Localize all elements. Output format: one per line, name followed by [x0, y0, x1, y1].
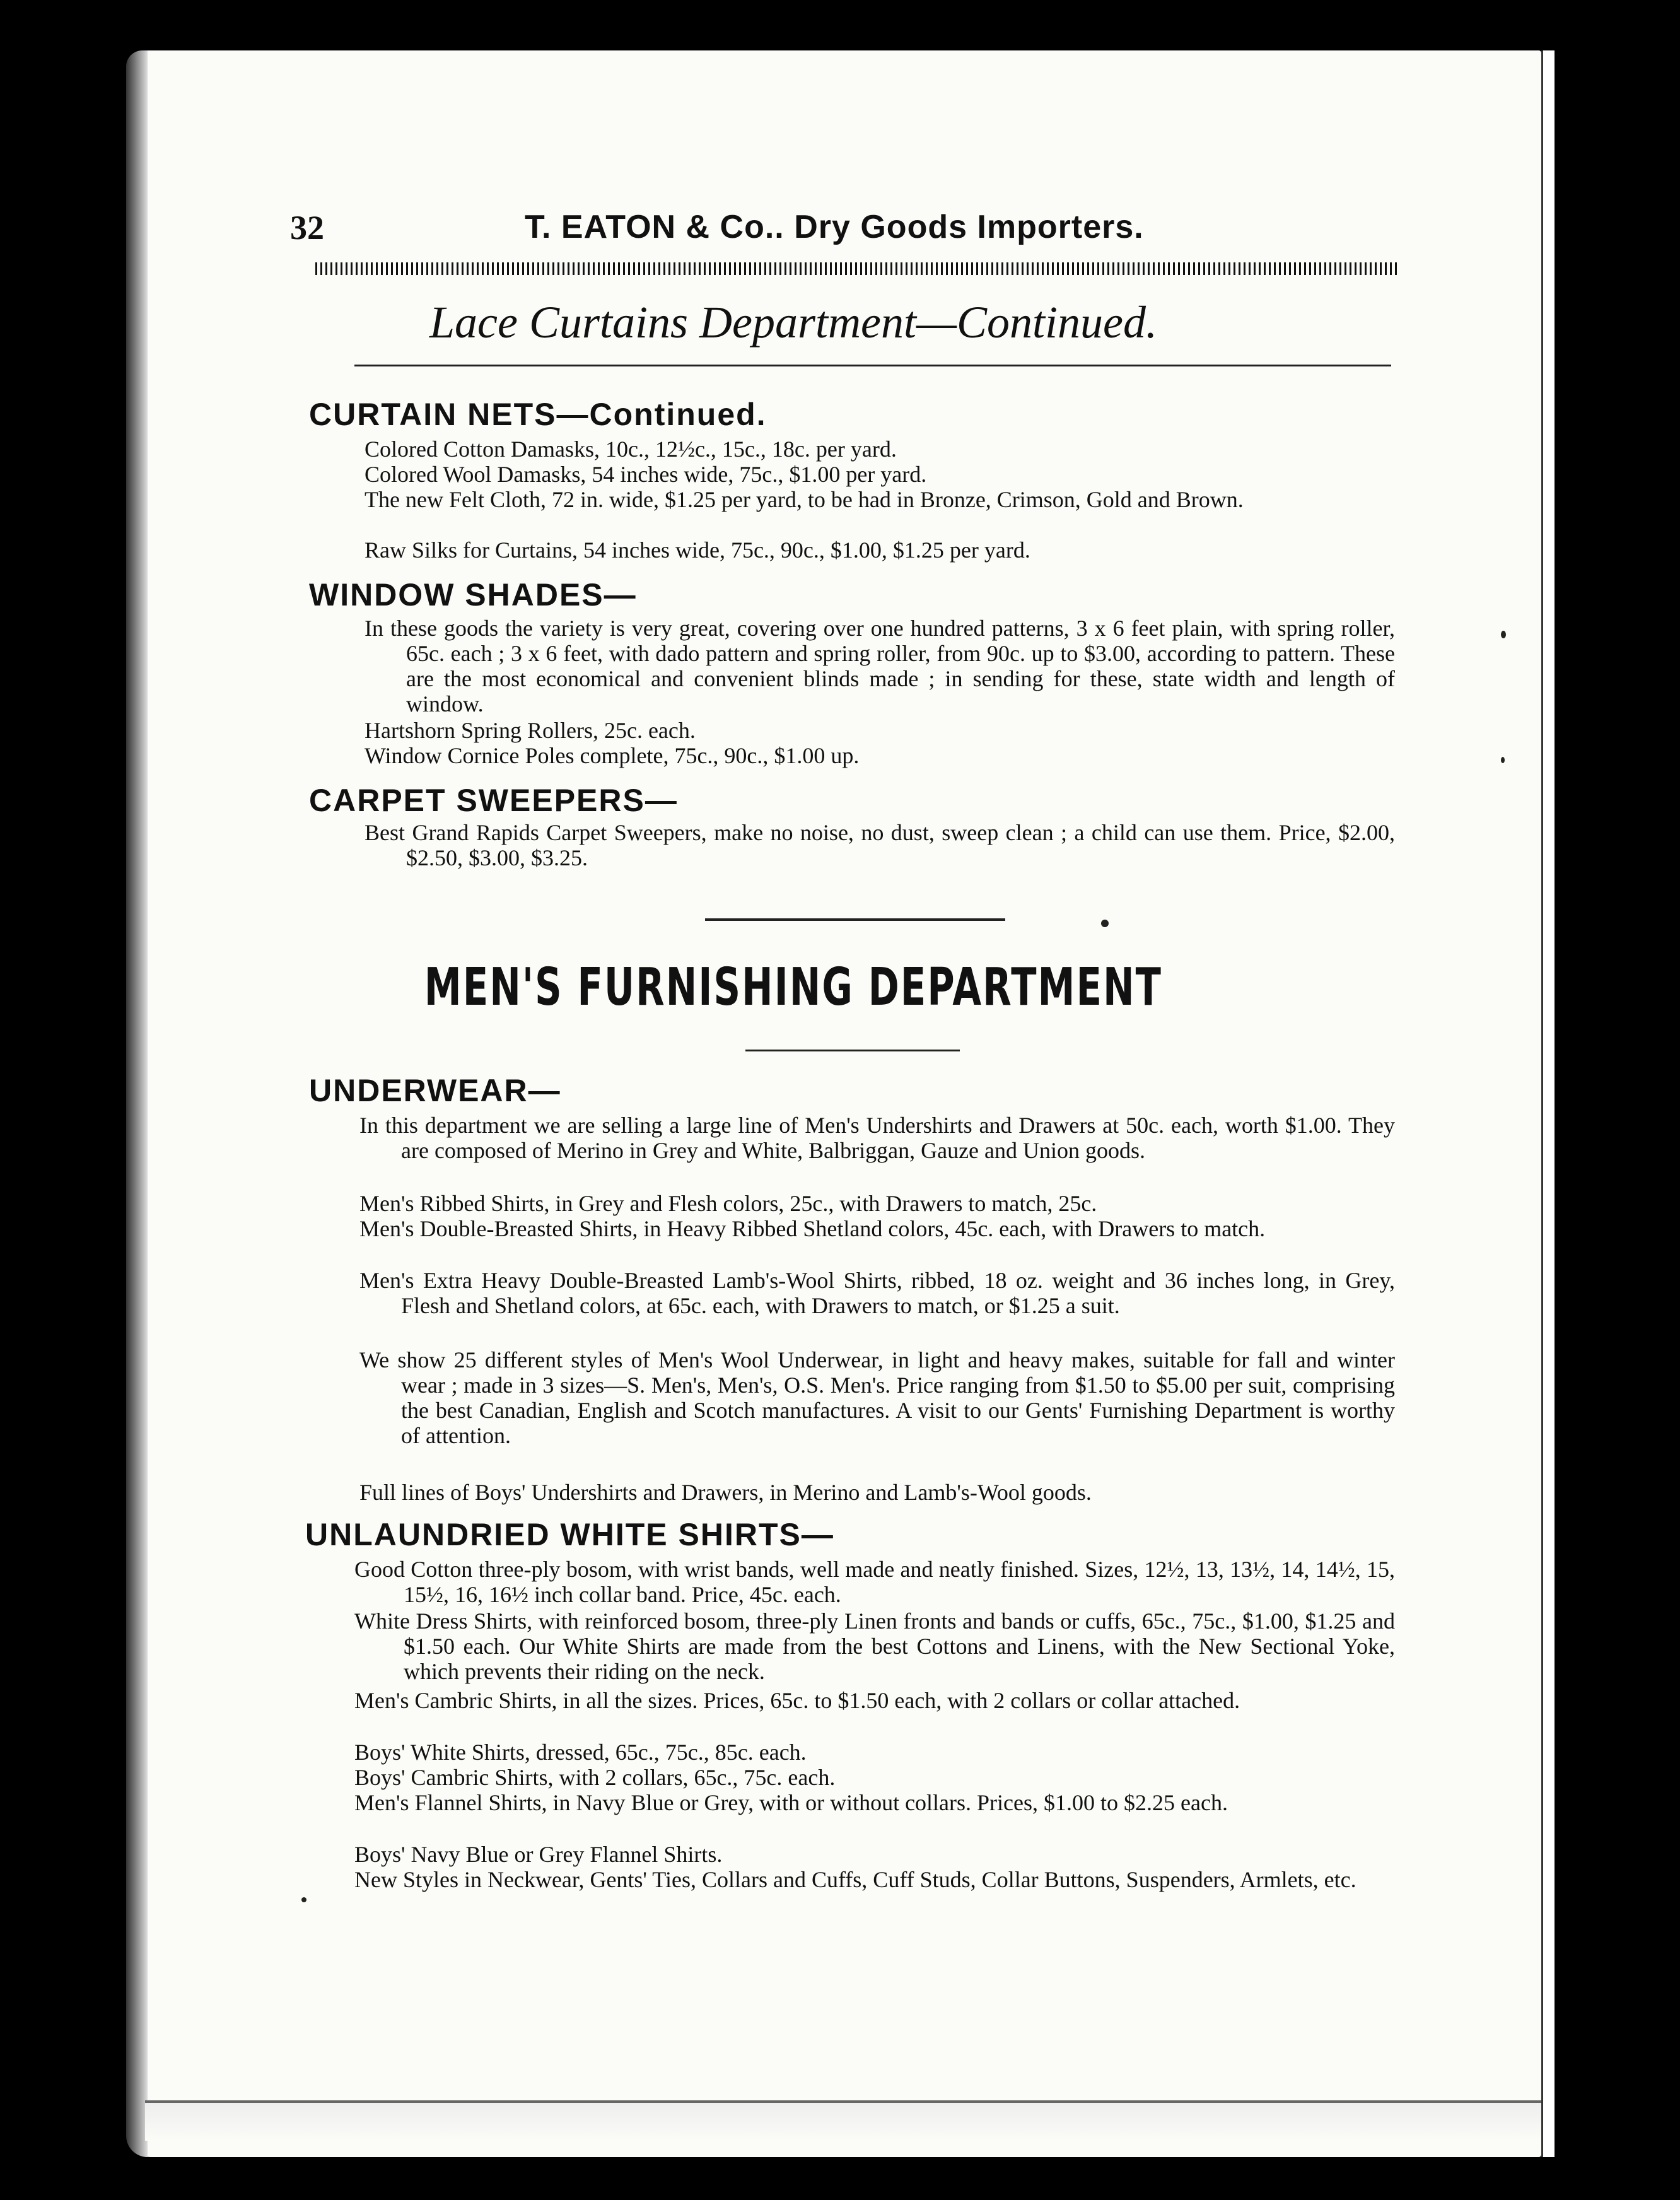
department-title-mens-furnishing: MEN'S FURNISHING DEPARTMENT [424, 957, 1163, 1017]
list-item: Colored Cotton Damasks, 10c., 12½c., 15c., 18c. per yard. [365, 436, 897, 462]
list-item: Raw Silks for Curtains, 54 inches wide, 75c., 90c., $1.00, $1.25 per yard. [365, 537, 1030, 563]
header-hatched-rule [315, 262, 1397, 275]
list-item-text: Good Cotton three-ply bosom, with wrist bands, well made and neatly finished. Sizes, 12½, 13, 13½, 14, 14½, 15, 15½, 16, 16½ inch collar band. Price, 45c. each. [354, 1557, 1395, 1607]
scan-speck [1501, 631, 1506, 638]
list-item: Boys' Navy Blue or Grey Flannel Shirts. [354, 1842, 723, 1867]
list-item [365, 487, 1395, 512]
heading-unlaundried-white-shirts: UNLAUNDRIED WHITE SHIRTS— [305, 1517, 834, 1552]
scan-speck [1501, 757, 1505, 763]
list-item-text: In these goods the variety is very great, covering over one hundred patterns, 3 x 6 feet plain, with spring roller, 65c. each ; 3 x 6 feet, with dado pattern and spring roller, from 90c. up to $3.00, according to pattern. These are the most economical and convenient blinds made ; in sending for these, state width and length of window. [365, 616, 1395, 717]
page-right-edge [1541, 50, 1555, 2157]
list-item-text: Men's Cambric Shirts, in all the sizes. Prices, 65c. to $1.50 each, with 2 collars or collar attached. [354, 1688, 1240, 1713]
list-item-text: In this department we are selling a large line of Men's Undershirts and Drawers at 50c. each, worth $1.00. They are composed of Merino in Grey and White, Balbriggan, Gauze and Union goods. [359, 1113, 1395, 1163]
section-title-lace-curtains: Lace Curtains Department—Continued. [429, 297, 1157, 348]
list-item-text: New Styles in Neckwear, Gents' Ties, Collars and Cuffs, Cuff Studs, Collar Buttons, Suspenders, Armlets, etc. [354, 1867, 1356, 1892]
list-item [359, 1216, 1395, 1241]
list-item [354, 1867, 1395, 1892]
page-spine-shadow [126, 50, 148, 2157]
list-item-text: White Dress Shirts, with reinforced bosom, three-ply Linen fronts and bands or cuffs, 65c., 75c., $1.00, $1.25 and $1.50 each. Our White Shirts are made from the best Cottons and Linens, with the New Sectional Yoke, which prevents their riding on the neck. [354, 1608, 1395, 1684]
list-item [354, 1790, 1395, 1815]
list-item-text: The new Felt Cloth, 72 in. wide, $1.25 per yard, to be had in Bronze, Crimson, Gold and Brown. [365, 487, 1244, 512]
list-item: Full lines of Boys' Undershirts and Drawers, in Merino and Lamb's-Wool goods. [359, 1480, 1092, 1505]
section-break-rule [705, 918, 1005, 921]
list-item [359, 1113, 1395, 1163]
list-item [359, 1347, 1395, 1448]
list-item [354, 1688, 1395, 1713]
list-item-text: We show 25 different styles of Men's Wool Underwear, in light and heavy makes, suitable for fall and winter wear ; made in 3 sizes—S. Men's, Men's, O.S. Men's. Price ranging from $1.50 to $5.00 per suit, comprising the best Canadian, English and Scotch manufactures. A visit to our Gents' Furnishing Department is worthy of attention. [359, 1347, 1395, 1448]
list-item: Hartshorn Spring Rollers, 25c. each. [365, 718, 696, 743]
heading-underwear: UNDERWEAR— [309, 1073, 561, 1108]
list-item [354, 1557, 1395, 1607]
list-item: Men's Ribbed Shirts, in Grey and Flesh colors, 25c., with Drawers to match, 25c. [359, 1191, 1097, 1216]
list-item: Boys' Cambric Shirts, with 2 collars, 65c., 75c. each. [354, 1765, 836, 1790]
list-item-text: Men's Flannel Shirts, in Navy Blue or Grey, with or without collars. Prices, $1.00 to $2.25 each. [354, 1790, 1228, 1815]
list-item [359, 1268, 1395, 1318]
heading-curtain-nets: CURTAIN NETS—Continued. [309, 397, 767, 432]
list-item: Window Cornice Poles complete, 75c., 90c., $1.00 up. [365, 743, 860, 768]
heading-carpet-sweepers: CARPET SWEEPERS— [309, 783, 678, 818]
running-header-title: T. EATON & Co.. Dry Goods Importers. [525, 209, 1144, 245]
list-item-text: Best Grand Rapids Carpet Sweepers, make no noise, no dust, sweep clean ; a child can use them. Price, $2.00, $2.50, $3.00, $3.25. [365, 820, 1395, 870]
list-item-text: Men's Extra Heavy Double-Breasted Lamb's-Wool Shirts, ribbed, 18 oz. weight and 36 inches long, in Grey, Flesh and Shetland colors, at 65c. each, with Drawers to match, or $1.25 a suit. [359, 1268, 1395, 1318]
scan-speck [1101, 920, 1109, 927]
page-number: 32 [290, 209, 324, 247]
scan-speck [301, 1897, 306, 1902]
list-item [365, 820, 1395, 870]
page-bottom-edge [145, 2100, 1541, 2141]
list-item [354, 1608, 1395, 1684]
section-divider [354, 365, 1391, 366]
list-item-text: Men's Double-Breasted Shirts, in Heavy Ribbed Shetland colors, 45c. each, with Drawers to match. [359, 1216, 1266, 1241]
heading-window-shades: WINDOW SHADES— [309, 577, 637, 612]
list-item [365, 616, 1395, 717]
list-item: Boys' White Shirts, dressed, 65c., 75c., 85c. each. [354, 1740, 807, 1765]
title-underline [745, 1050, 960, 1051]
list-item: Colored Wool Damasks, 54 inches wide, 75c., $1.00 per yard. [365, 462, 927, 487]
